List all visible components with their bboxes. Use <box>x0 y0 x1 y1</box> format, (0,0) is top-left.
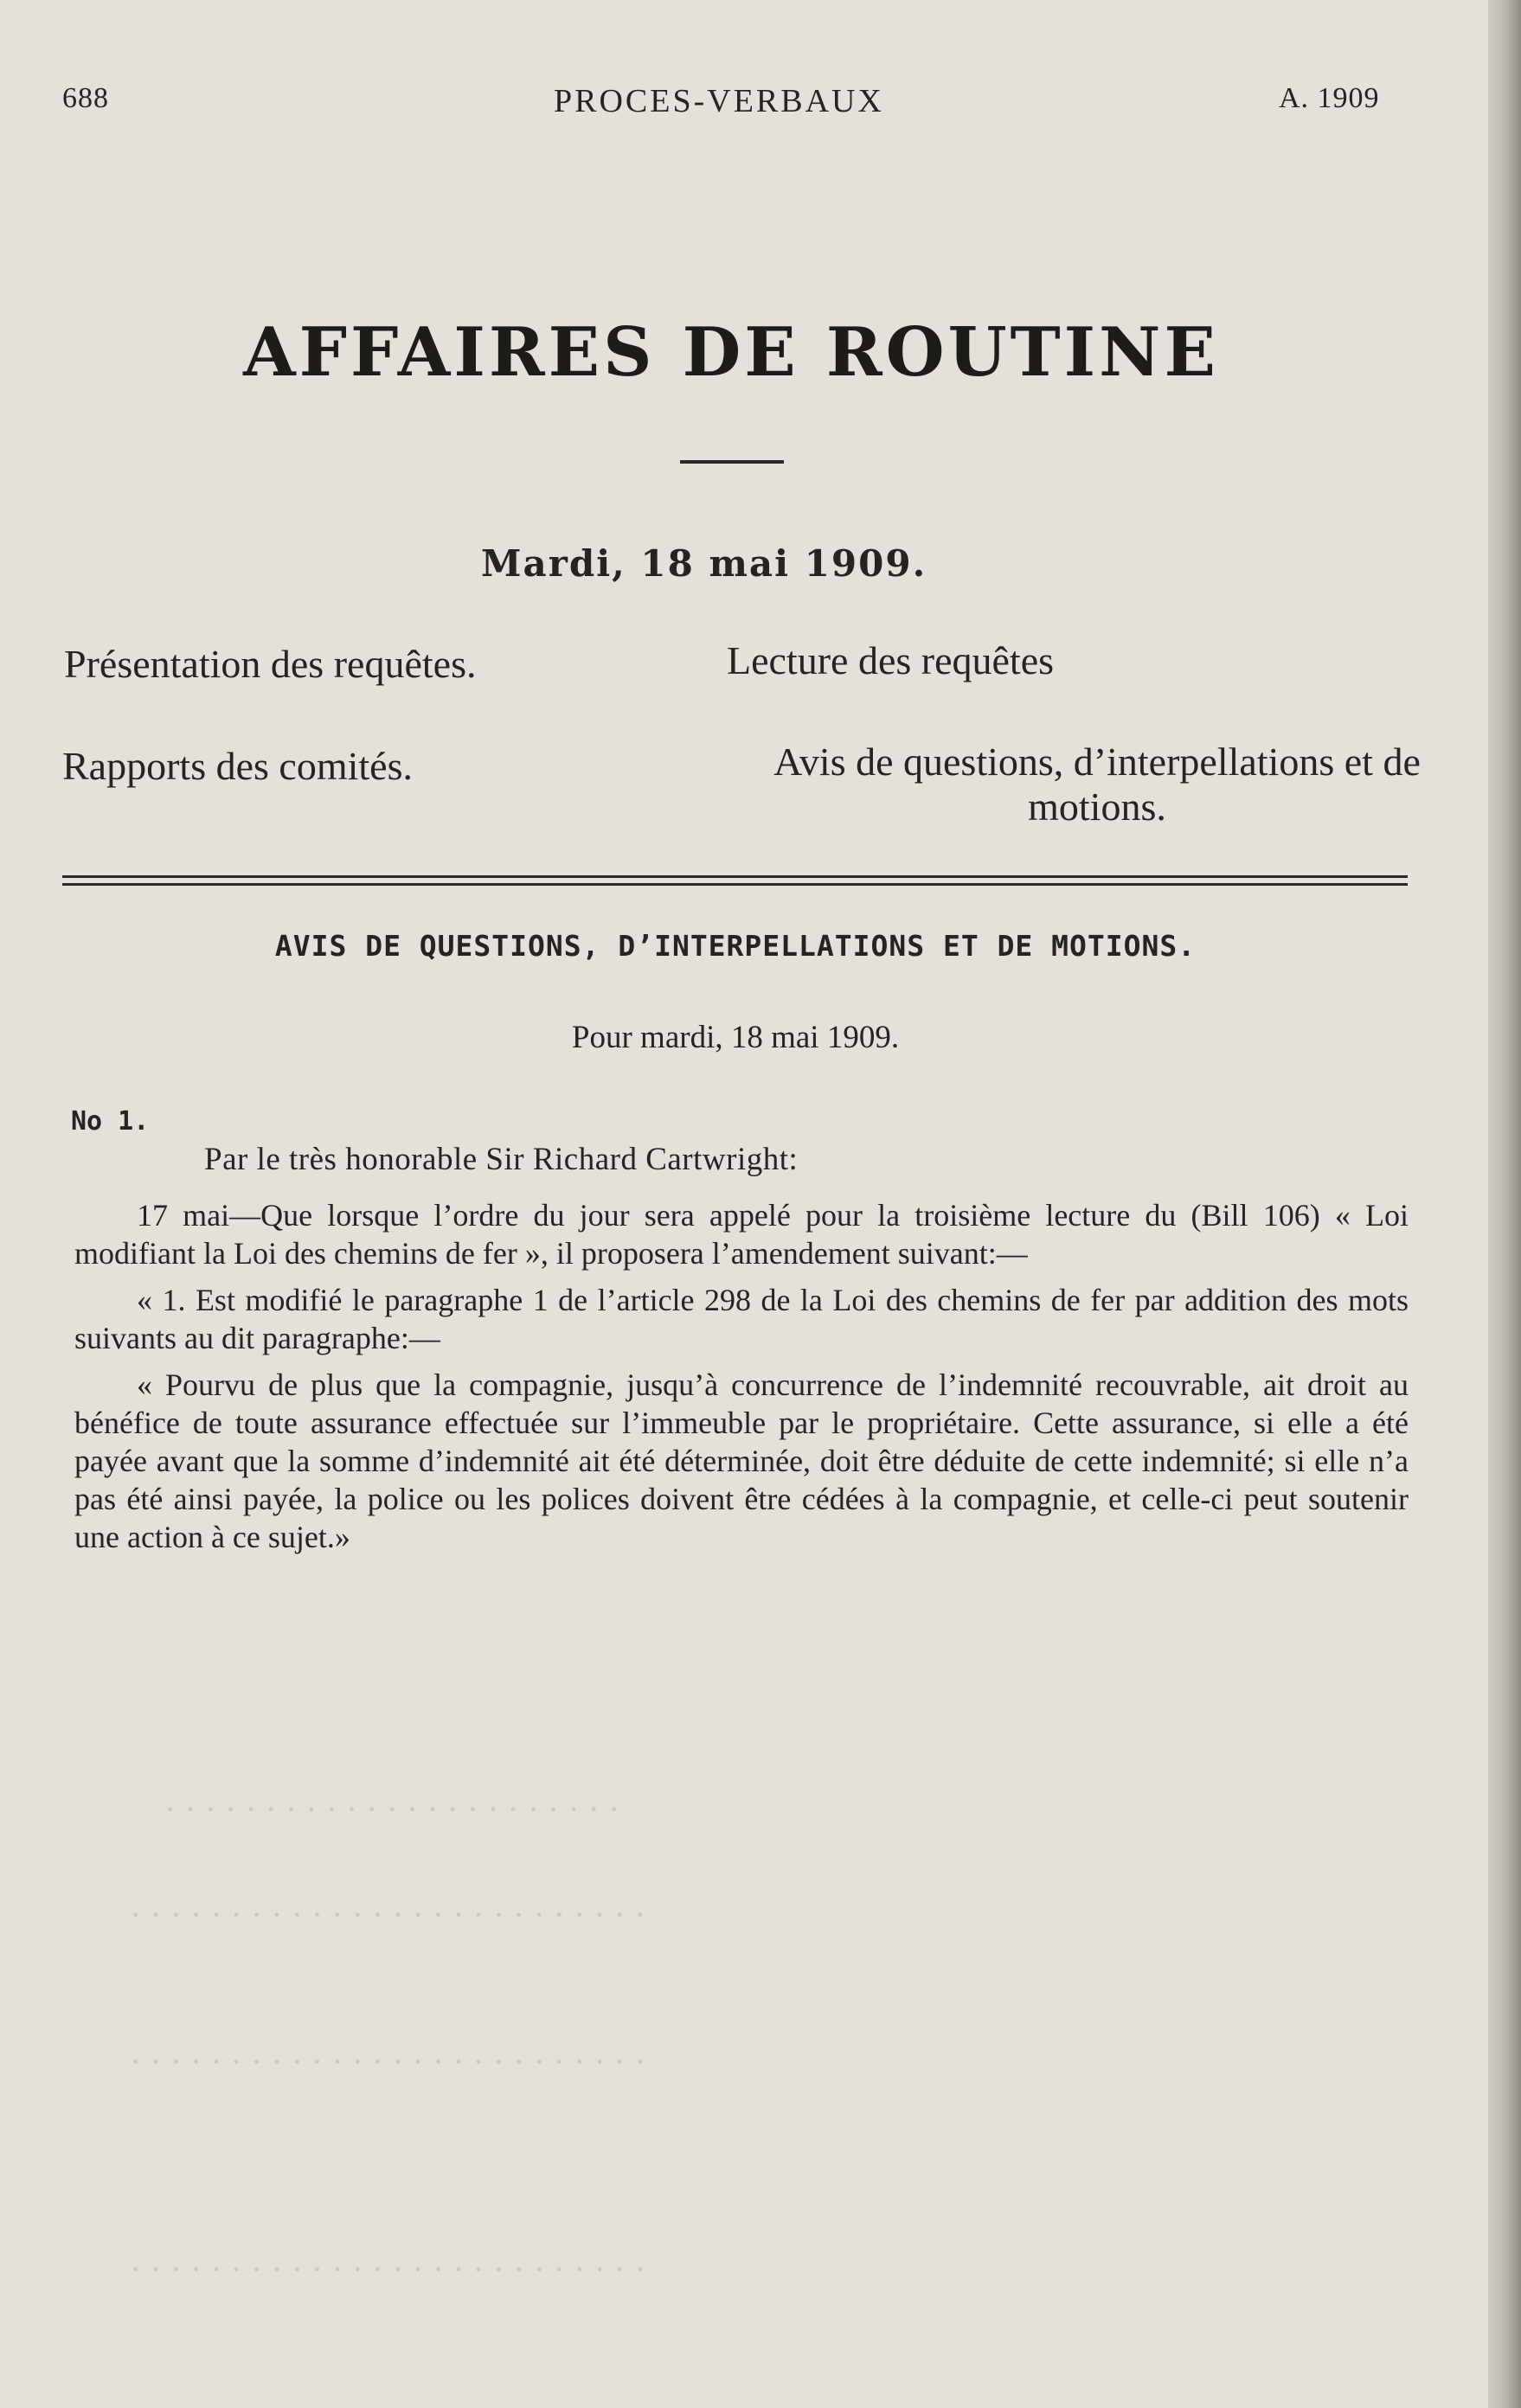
show-through-text: · · · · · · · · · · · · · · · · · · · · · · · · · · <box>130 1895 646 1934</box>
notice-mover: Par le très honorable Sir Richard Cartwright: <box>204 1142 799 1177</box>
notice-number: No 1. <box>71 1106 150 1137</box>
section-title: AVIS DE QUESTIONS, D’INTERPELLATIONS ET DE MOTIONS. <box>274 929 1197 963</box>
page-number: 688 <box>62 82 109 114</box>
document-reference: A. 1909 <box>1279 82 1380 114</box>
divider <box>680 460 784 464</box>
notice-body <box>74 1196 1409 1565</box>
routine-item: Rapports des comités. <box>62 744 413 788</box>
notice-paragraph: « Pourvu de plus que la compagnie, jusqu’à concurrence de l’indemnité recouvrable, ait droit au bénéfice de toute assurance effectuée sur l’immeuble par le propriétaire. Cette assurance, si elle a été payée avant que la somme d’indemnité ait été déterminée, doit être déduite de cette indemnité; si elle n’a pas été ainsi payée, la police ou les polices doivent être cédées à la compagnie, et celle-ci peut soutenir une action à ce sujet.» <box>74 1367 1409 1554</box>
double-divider <box>62 875 1408 886</box>
show-through-text: · · · · · · · · · · · · · · · · · · · · · · · · · · <box>130 2042 646 2081</box>
section-date: Pour mardi, 18 mai 1909. <box>571 1020 900 1055</box>
page-edge <box>1488 0 1521 2408</box>
routine-item: Avis de questions, d’interpellations et de motions. <box>773 740 1421 829</box>
notice-paragraph: 17 mai—Que lorsque l’ordre du jour sera appelé pour la troisième lecture du (Bill 106) « Loi modifiant la Loi des chemins de fer », il proposera l’amendement suivant:— <box>74 1198 1409 1271</box>
sitting-date: Mardi, 18 mai 1909. <box>481 542 927 585</box>
notice-paragraph: « 1. Est modifié le paragraphe 1 de l’article 298 de la Loi des chemins de fer par addition des mots suivants au dit paragraphe:— <box>74 1283 1409 1355</box>
running-title: PROCES-VERBAUX <box>554 83 884 119</box>
routine-item: Lecture des requêtes <box>727 638 1055 682</box>
show-through-text: · · · · · · · · · · · · · · · · · · · · · · · <box>164 1790 620 1828</box>
show-through-text: · · · · · · · · · · · · · · · · · · · · · · · · · · <box>130 2250 646 2289</box>
page-title: AFFAIRES DE ROUTINE <box>243 313 1219 392</box>
routine-item: Présentation des requêtes. <box>64 642 477 686</box>
